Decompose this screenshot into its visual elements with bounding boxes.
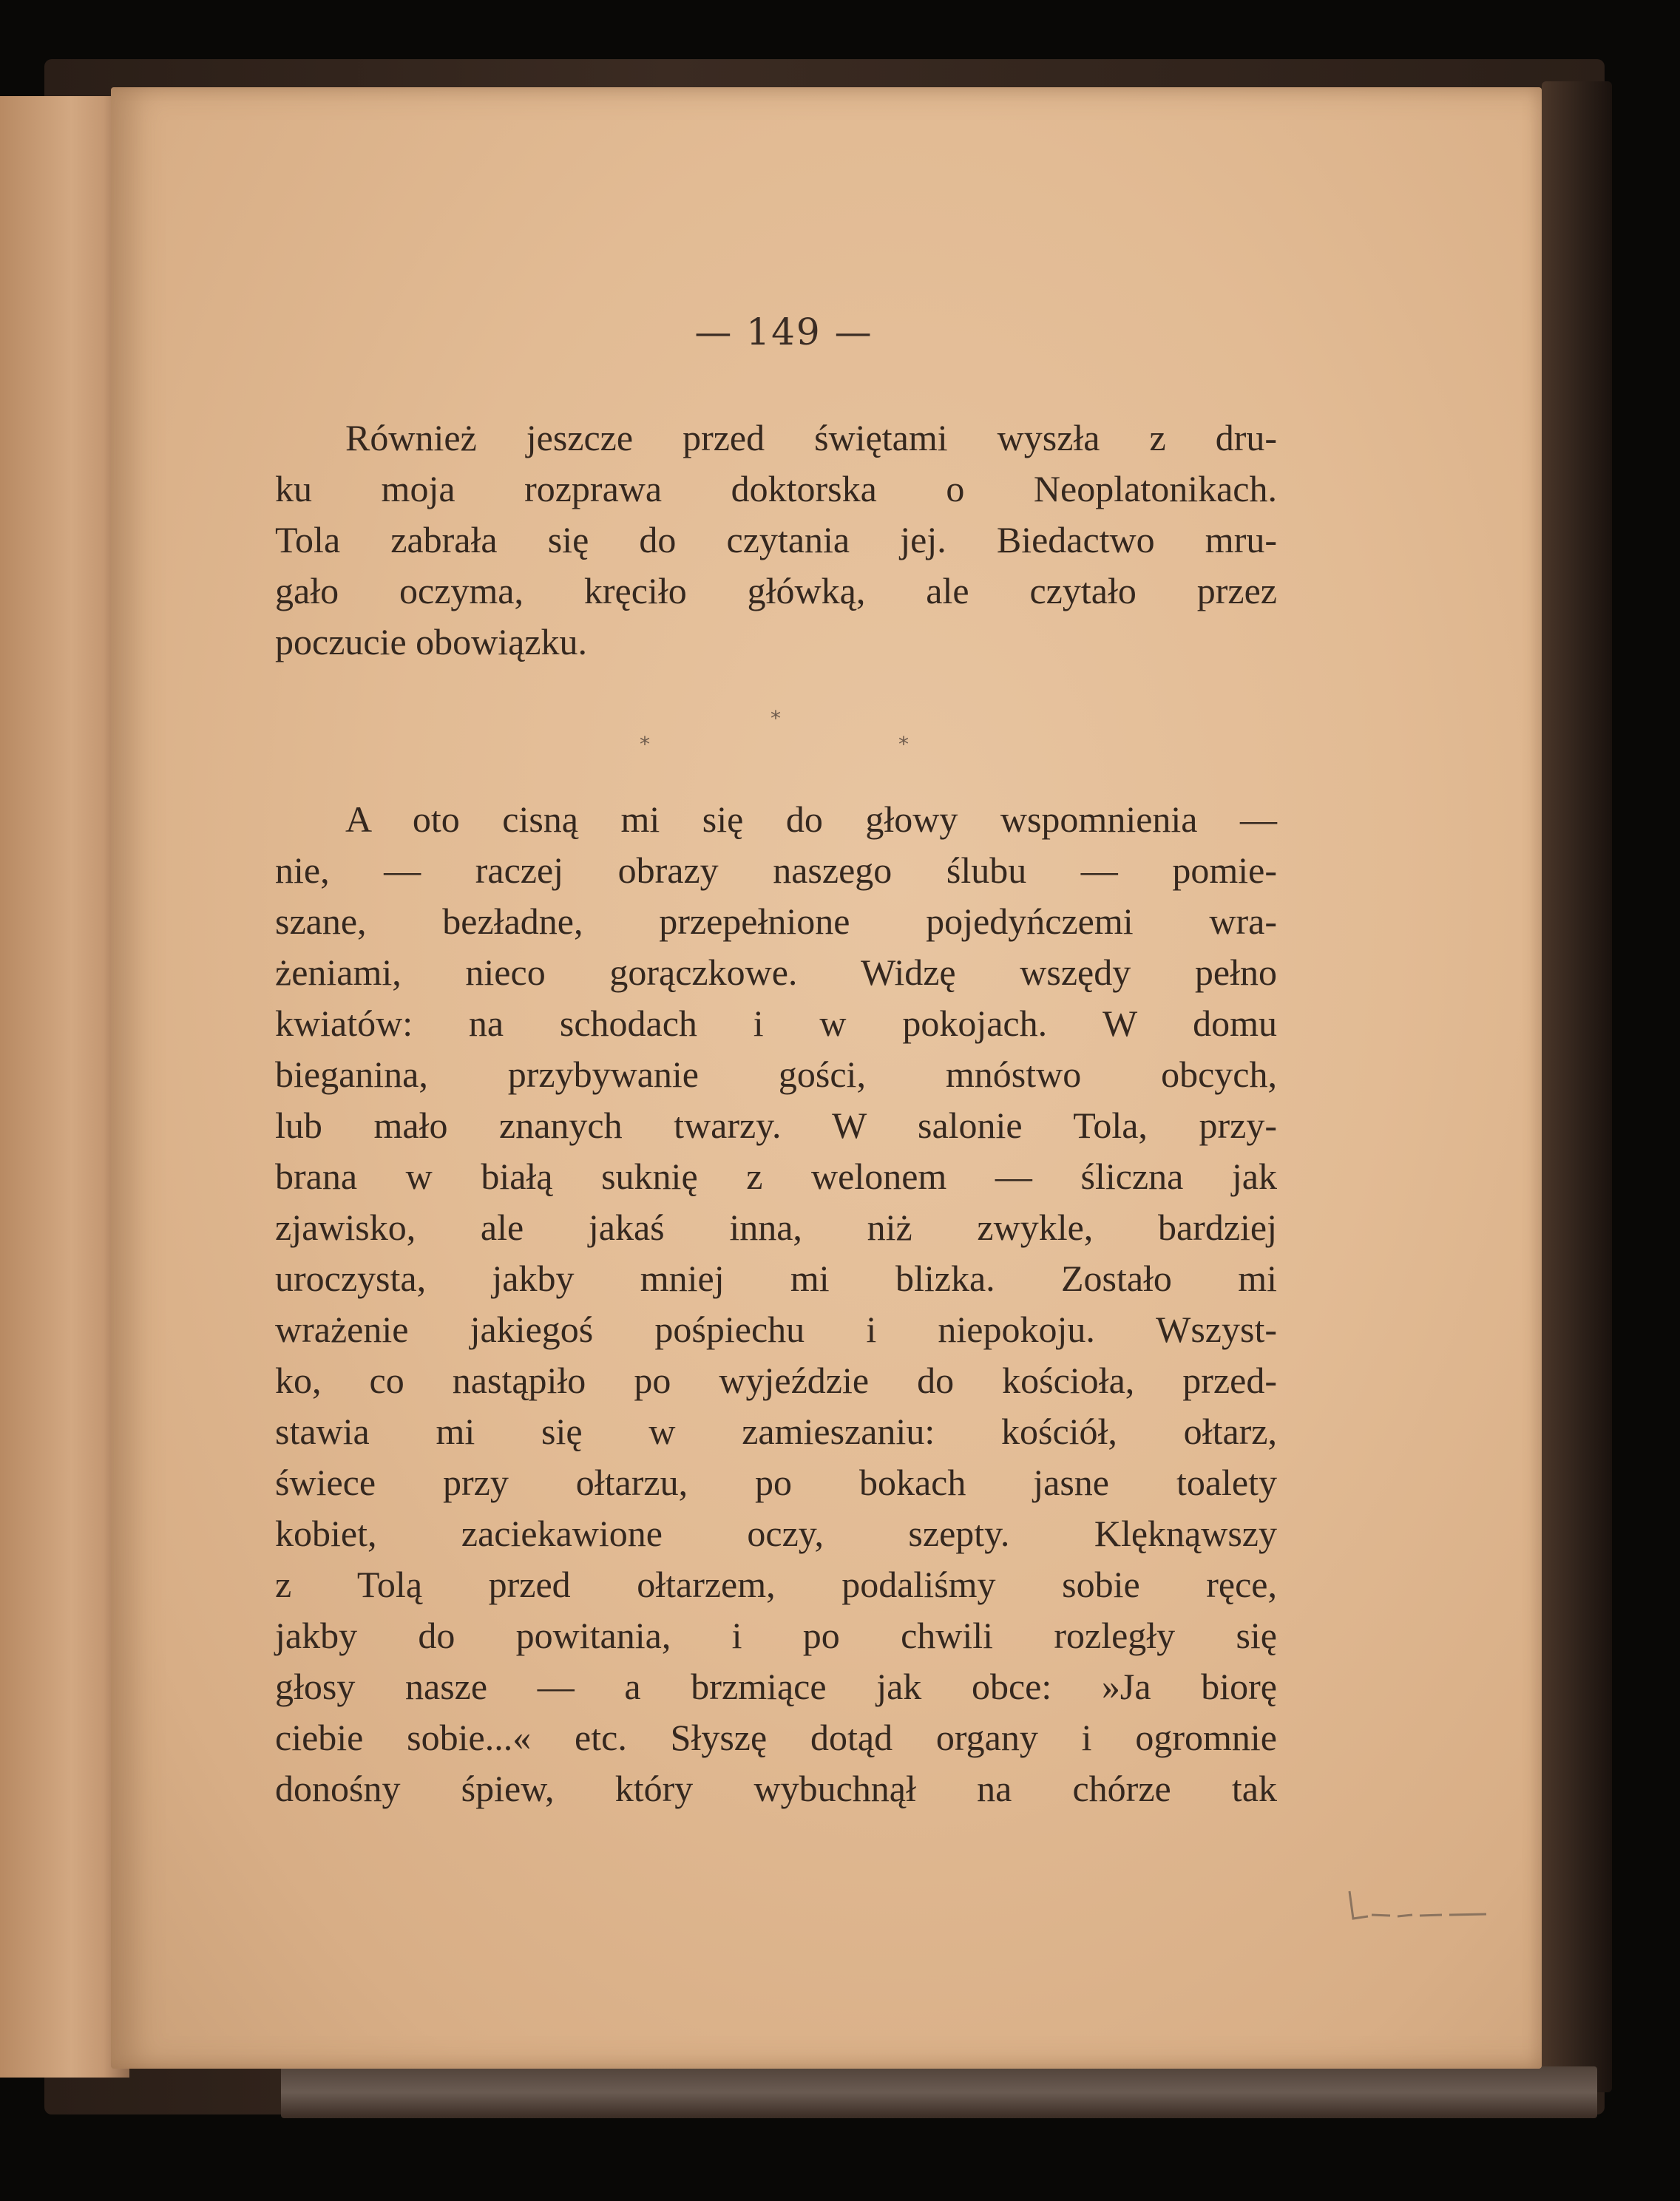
text-line: poczucie obowiązku. [275, 621, 588, 662]
pencil-mark [1346, 1885, 1494, 1930]
paragraph-1 [275, 413, 1277, 668]
text-line: Również jeszcze przed świętami wyszła z dru- [345, 417, 1277, 458]
book-cover-bottom-edge [281, 2066, 1597, 2118]
text-line: wrażenie jakiegoś pośpiechu i niepokoju. Wszyst- [275, 1309, 1277, 1350]
text-line: ciebie sobie...« etc. Słyszę dotąd organy i ogromnie [275, 1717, 1277, 1758]
book-cover-right-edge [1542, 81, 1612, 2092]
text-line: kwiatów: na schodach i w pokojach. W domu [275, 1003, 1277, 1044]
text-line: jakby do powitania, i po chwili rozległy się [275, 1615, 1277, 1656]
text-line: Tola zabrała się do czytania jej. Biedactwo mru- [275, 519, 1277, 560]
text-line: ko, co nastąpiło po wyjeździe do kościoła, przed- [275, 1360, 1277, 1401]
text-line: kobiet, zaciekawione oczy, szepty. Klęknąwszy [275, 1513, 1277, 1554]
asterisk-mark: * [640, 732, 650, 756]
text-line: świece przy ołtarzu, po bokach jasne toalety [275, 1462, 1277, 1503]
text-line: gało oczyma, kręciło główką, ale czytało przez [275, 570, 1277, 611]
text-line: nie, — raczej obrazy naszego ślubu — pomie- [275, 849, 1277, 891]
asterisk-mark: * [898, 732, 909, 756]
text-line: brana w białą suknię z welonem — śliczna jak [275, 1156, 1277, 1197]
text-line: ku moja rozprawa doktorska o Neoplatonikach. [275, 468, 1277, 509]
text-line: zjawisko, ale jakaś inna, niż zwykle, bardziej [275, 1207, 1277, 1248]
text-line: głosy nasze — a brzmiące jak obce: »Ja biorę [275, 1666, 1277, 1707]
asterisk-mark: * [770, 706, 781, 730]
text-line: lub mało znanych twarzy. W salonie Tola, przy- [275, 1105, 1277, 1146]
section-break [606, 702, 961, 769]
text-line: z Tolą przed ołtarzem, podaliśmy sobie ręce, [275, 1564, 1277, 1605]
text-line: A oto cisną mi się do głowy wspomnienia — [345, 798, 1277, 840]
page-number: — 149 — [694, 311, 873, 353]
text-line: szane, bezładne, przepełnione pojedyńczemi wra- [275, 901, 1277, 942]
text-line: donośny śpiew, który wybuchnął na chórze tak [275, 1768, 1277, 1809]
text-line: bieganina, przybywanie gości, mnóstwo obcych, [275, 1054, 1277, 1095]
facing-page-edge [0, 96, 129, 2078]
text-line: żeniami, nieco gorączkowe. Widzę wszędy pełno [275, 952, 1277, 993]
text-line: stawia mi się w zamieszaniu: kościół, ołtarz, [275, 1411, 1277, 1452]
text-line: uroczysta, jakby mniej mi blizka. Zostało mi [275, 1258, 1277, 1299]
paragraph-2 [275, 794, 1277, 1814]
